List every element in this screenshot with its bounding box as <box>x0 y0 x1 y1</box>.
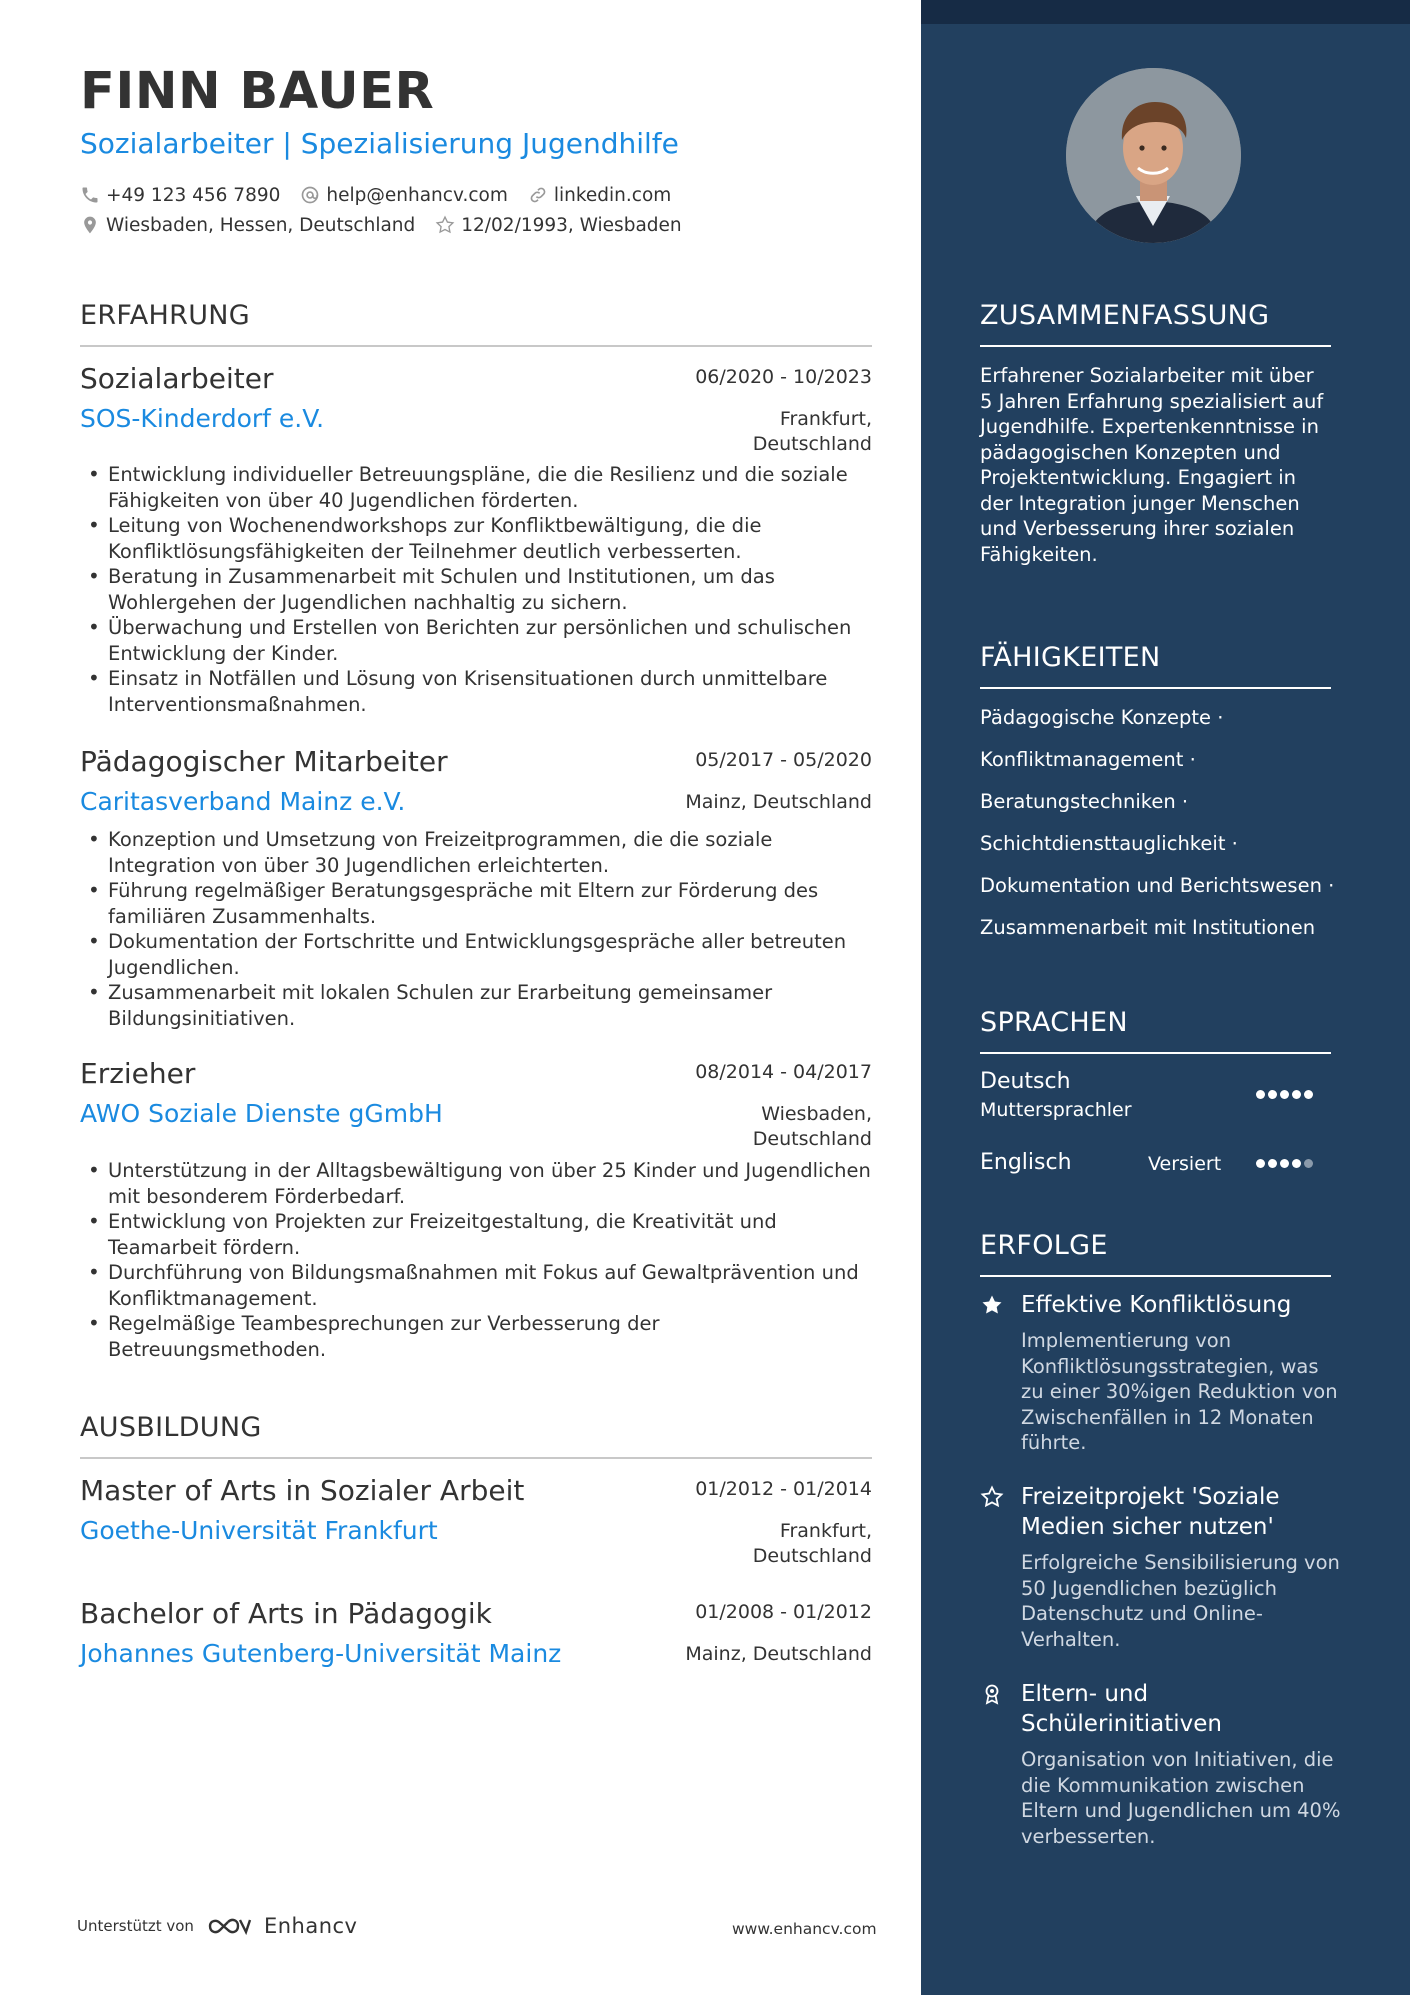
rating-dot <box>1304 1090 1313 1099</box>
location-pin-icon <box>80 215 100 235</box>
rating-dot <box>1292 1090 1301 1099</box>
achievement-description: Erfolgreiche Sensibilisierung von 50 Jugendlichen bezüglich Datenschutz und Online-Verhalten. <box>1021 1551 1340 1651</box>
job-role: Erzieher <box>80 1057 196 1090</box>
bullet-item: • Leitung von Wochenendworkshops zur Konfliktbewältigung, die die Konfliktlösungsfähigkeiten der Teilnehmer deutlich verbesserten. <box>80 513 872 564</box>
star-outline-icon <box>435 215 455 235</box>
sidebar <box>921 0 1410 1995</box>
bullet-item: • Unterstützung in der Alltagsbewältigung von über 25 Kinder und Jugendlichen mit besonderem Förderbedarf. <box>80 1158 872 1209</box>
skill-item: Pädagogische Konzepte · <box>980 706 1224 729</box>
bullet-item: • Einsatz in Notfällen und Lösung von Krisensituationen durch unmittelbare Interventionsmaßnahmen. <box>80 666 872 717</box>
job-bullets <box>80 827 872 1031</box>
job-bullets <box>80 462 872 717</box>
job-date: 05/2017 - 05/2020 <box>695 749 872 771</box>
location-text: Wiesbaden, Hessen, Deutschland <box>106 214 416 236</box>
job-location <box>753 407 872 457</box>
bullet-item: • Konzeption und Umsetzung von Freizeitprogrammen, die die soziale Integration von über 30 Jugendlichen erleichterten. <box>80 827 872 878</box>
language-level: Muttersprachler <box>980 1099 1132 1121</box>
language-name: Englisch <box>980 1150 1072 1175</box>
job-role: Pädagogischer Mitarbeiter <box>80 745 448 778</box>
bullet-item: • Durchführung von Bildungsmaßnahmen mit Fokus auf Gewaltprävention und Konfliktmanagement. <box>80 1260 872 1311</box>
divider <box>980 1275 1331 1277</box>
education-location <box>753 1519 872 1569</box>
star-filled-icon <box>980 1293 1004 1317</box>
experience-heading: ERFAHRUNG <box>80 300 250 331</box>
degree-title: Master of Arts in Sozialer Arbeit <box>80 1474 525 1507</box>
achievement-title: Freizeitprojekt 'Soziale Medien sicher nutzen' <box>1021 1484 1280 1540</box>
achievement-item <box>980 1290 1340 1460</box>
phone-icon <box>80 185 100 205</box>
award-icon <box>980 1682 1004 1706</box>
rating-dot <box>1304 1159 1313 1168</box>
rating-dot <box>1256 1159 1265 1168</box>
footer-brand: Enhancv <box>263 1914 358 1938</box>
school-name[interactable]: Johannes Gutenberg-Universität Mainz <box>80 1639 562 1668</box>
achievement-title: Effektive Konfliktlösung <box>1021 1292 1292 1318</box>
education-location-line: Mainz, Deutschland <box>685 1643 872 1665</box>
job-location <box>685 790 872 815</box>
skill-item: Beratungstechniken · <box>980 790 1189 813</box>
link-text: linkedin.com <box>553 184 672 206</box>
achievements-heading: ERFOLGE <box>980 1230 1108 1261</box>
job-location-line: Frankfurt, <box>779 408 872 430</box>
school-name[interactable]: Goethe-Universität Frankfurt <box>80 1516 438 1545</box>
job-date: 08/2014 - 04/2017 <box>695 1061 872 1083</box>
divider <box>80 1457 872 1459</box>
achievement-title: Eltern- und Schülerinitiativen <box>1021 1681 1223 1737</box>
divider <box>980 1052 1331 1054</box>
job-entry <box>80 745 872 1045</box>
degree-title: Bachelor of Arts in Pädagogik <box>80 1597 492 1630</box>
education-date: 01/2008 - 01/2012 <box>695 1601 872 1623</box>
divider <box>980 345 1331 347</box>
job-bullets <box>80 1158 872 1362</box>
divider <box>80 345 872 347</box>
bullet-item: • Entwicklung individueller Betreuungspläne, die die Resilienz und die soziale Fähigkeiten von über 40 Jugendlichen förderten. <box>80 462 872 513</box>
summary-text: Erfahrener Sozialarbeiter mit über 5 Jahren Erfahrung spezialisiert auf Jugendhilfe. Expertenkenntnisse in pädagogischen Konzepten und Projektentwicklung. Engagiert in der Integration junger Menschen und Verbesserung ihrer sozialen Fähigkeiten. <box>980 364 1324 566</box>
job-org[interactable]: AWO Soziale Dienste gGmbH <box>80 1099 443 1128</box>
avatar <box>1066 68 1241 243</box>
star-outline-icon <box>980 1485 1004 1509</box>
skills-heading: FÄHIGKEITEN <box>980 642 1161 673</box>
education-entry <box>80 1597 872 1677</box>
job-location-line: Wiesbaden, <box>761 1103 872 1125</box>
bullet-item: • Zusammenarbeit mit lokalen Schulen zur Erarbeitung gemeinsamer Bildungsinitiativen. <box>80 980 872 1031</box>
enhancv-logo-icon <box>206 1914 252 1938</box>
summary-heading: ZUSAMMENFASSUNG <box>980 300 1270 331</box>
at-icon <box>300 185 320 205</box>
birth-contact <box>435 215 681 236</box>
achievement-item <box>980 1482 1340 1662</box>
achievement-description: Implementierung von Konfliktlösungsstrategien, was zu einer 30%igen Reduktion von Zwischenfällen in 12 Monaten führte. <box>1021 1329 1338 1454</box>
rating-dot <box>1292 1159 1301 1168</box>
skill-item: Dokumentation und Berichtswesen · <box>980 874 1335 897</box>
birth-text: 12/02/1993, Wiesbaden <box>461 214 682 236</box>
location-contact <box>80 215 415 236</box>
footer-branding <box>77 1914 357 1938</box>
job-entry <box>80 362 872 722</box>
achievement-description: Organisation von Initiativen, die die Kommunikation zwischen Eltern und Jugendlichen um 40% verbesserten. <box>1021 1748 1341 1848</box>
job-org[interactable]: Caritasverband Mainz e.V. <box>80 787 406 816</box>
avatar-photo <box>1066 68 1241 243</box>
education-entry <box>80 1474 872 1574</box>
education-location-line: Deutschland <box>752 1545 872 1567</box>
education-heading: AUSBILDUNG <box>80 1412 262 1443</box>
language-level: Versiert <box>1148 1153 1222 1175</box>
job-location-line: Deutschland <box>752 433 872 455</box>
bullet-item: • Führung regelmäßiger Beratungsgespräche mit Eltern zur Förderung des familiären Zusammenhalts. <box>80 878 872 929</box>
powered-by-label: Unterstützt von <box>77 1917 194 1935</box>
language-rating <box>1256 1159 1313 1168</box>
job-role: Sozialarbeiter <box>80 362 274 395</box>
phone-contact[interactable] <box>80 185 280 206</box>
contact-info <box>80 180 682 240</box>
rating-dot <box>1280 1159 1289 1168</box>
bullet-item: • Dokumentation der Fortschritte und Entwicklungsgespräche aller betreuten Jugendlichen. <box>80 929 872 980</box>
bullet-item: • Regelmäßige Teambesprechungen zur Verbesserung der Betreuungsmethoden. <box>80 1311 872 1362</box>
education-date: 01/2012 - 01/2014 <box>695 1478 872 1500</box>
sidebar-top-band <box>921 0 1410 24</box>
job-date: 06/2020 - 10/2023 <box>695 366 872 388</box>
footer-url[interactable]: www.enhancv.com <box>732 1920 877 1938</box>
language-rating <box>1256 1090 1313 1099</box>
job-location-line: Deutschland <box>752 1128 872 1150</box>
email-contact[interactable] <box>300 185 507 206</box>
candidate-title: Sozialarbeiter | Spezialisierung Jugendhilfe <box>80 127 679 160</box>
rating-dot <box>1280 1090 1289 1099</box>
job-org[interactable]: SOS-Kinderdorf e.V. <box>80 404 325 433</box>
link-icon <box>528 185 548 205</box>
divider <box>980 687 1331 689</box>
education-location <box>685 1642 872 1667</box>
achievement-item <box>980 1679 1340 1879</box>
rating-dot <box>1256 1090 1265 1099</box>
language-name: Deutsch <box>980 1069 1071 1094</box>
education-location-line: Frankfurt, <box>779 1520 872 1542</box>
rating-dot <box>1268 1159 1277 1168</box>
candidate-name: FINN BAUER <box>80 62 435 121</box>
languages-heading: SPRACHEN <box>980 1007 1128 1038</box>
rating-dot <box>1268 1090 1277 1099</box>
link-contact[interactable] <box>528 185 671 206</box>
bullet-item: • Überwachung und Erstellen von Berichten zur persönlichen und schulischen Entwicklung der Kinder. <box>80 615 872 666</box>
job-location <box>753 1102 872 1152</box>
job-location-line: Mainz, Deutschland <box>685 791 872 813</box>
email-text: help@enhancv.com <box>326 184 508 206</box>
skill-item: Zusammenarbeit mit Institutionen <box>980 916 1316 939</box>
job-entry <box>80 1057 872 1361</box>
bullet-item: • Beratung in Zusammenarbeit mit Schulen und Institutionen, um das Wohlergehen der Jugendlichen nachhaltig zu sichern. <box>80 564 872 615</box>
skill-item: Konfliktmanagement · <box>980 748 1196 771</box>
phone-text: +49 123 456 7890 <box>106 184 281 206</box>
bullet-item: • Entwicklung von Projekten zur Freizeitgestaltung, die Kreativität und Teamarbeit fördern. <box>80 1209 872 1260</box>
skill-item: Schichtdiensttauglichkeit · <box>980 832 1238 855</box>
